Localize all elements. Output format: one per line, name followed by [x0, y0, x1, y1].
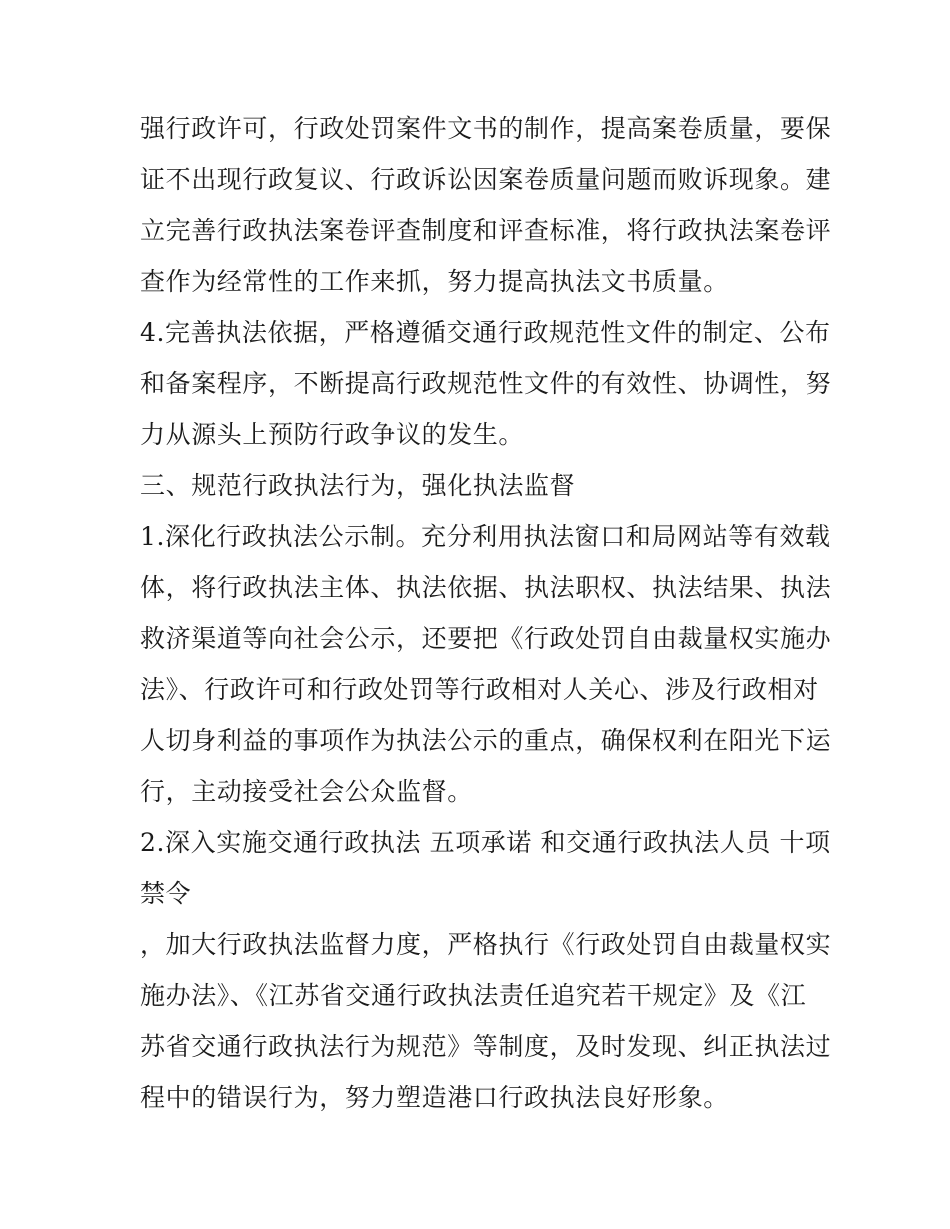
section-heading: 三、规范行政执法行为，强化执法监督 [140, 471, 576, 500]
text-line: 1.深化行政执法公示制。充分利用执法窗口和局网站等有效载 [140, 522, 831, 551]
text-line: 法》、行政许可和行政处罚等行政相对人关心、涉及行政相对 [140, 675, 819, 704]
text-line: 查作为经常性的工作来抓，努力提高执法文书质量。 [140, 267, 729, 296]
text-line: 立完善行政执法案卷评查制度和评查标准，将行政执法案卷评 [140, 216, 832, 245]
text-line: 施办法》、《江苏省交通行政执法责任追究若干规定》及《江 [140, 981, 807, 1010]
text-line: 人切身利益的事项作为执法公示的重点，确保权利在阳光下运 [140, 726, 832, 755]
text-line: 力从源头上预防行政争议的发生。 [140, 420, 525, 449]
text-line: 救济渠道等向社会公示，还要把《行政处罚自由裁量权实施办 [140, 624, 832, 653]
text-line: 苏省交通行政执法行为规范》等制度，及时发现、纠正执法过 [140, 1032, 832, 1061]
text-line: 强行政许可，行政处罚案件文书的制作，提高案卷质量，要保 [140, 114, 832, 143]
text-line: 证不出现行政复议、行政诉讼因案卷质量问题而败诉现象。建 [140, 165, 832, 194]
text-line: 禁令 [140, 879, 192, 908]
text-line: 4.完善执法依据，严格遵循交通行政规范性文件的制定、公布 [140, 318, 831, 347]
text-line: 2.深入实施交通行政执法 五项承诺 和交通行政执法人员 十项 [140, 828, 831, 857]
text-line: 行，主动接受社会公众监督。 [140, 777, 473, 806]
text-line: ，加大行政执法监督力度，严格执行《行政处罚自由裁量权实 [140, 930, 832, 959]
text-line: 程中的错误行为，努力塑造港口行政执法良好形象。 [140, 1083, 729, 1112]
text-line: 和备案程序，不断提高行政规范性文件的有效性、协调性，努 [140, 369, 832, 398]
text-line: 体，将行政执法主体、执法依据、执法职权、执法结果、执法 [140, 573, 832, 602]
